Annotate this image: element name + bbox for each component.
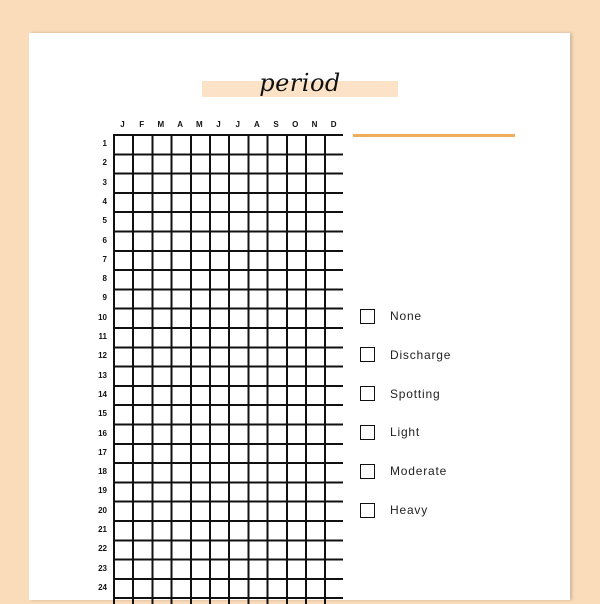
legend-label: Spotting — [390, 386, 441, 401]
day-label: 4 — [102, 196, 107, 206]
month-label: M — [195, 120, 203, 129]
legend-checkbox[interactable] — [360, 464, 375, 479]
legend-checkbox[interactable] — [360, 309, 375, 324]
month-label: D — [330, 120, 337, 129]
day-label: 8 — [102, 274, 107, 284]
day-label: 15 — [98, 409, 107, 419]
day-label: 10 — [98, 312, 107, 322]
legend-item-none[interactable] — [360, 307, 422, 325]
day-label: 23 — [98, 563, 107, 573]
day-label: 1 — [102, 139, 107, 148]
day-label: 5 — [102, 216, 107, 226]
page-title: period — [259, 69, 341, 97]
day-label: 19 — [98, 486, 107, 496]
month-label: A — [177, 120, 183, 129]
legend-item-moderate[interactable] — [360, 462, 447, 480]
legend-checkbox[interactable] — [360, 347, 375, 362]
day-label: 24 — [98, 582, 107, 592]
day-label: 7 — [102, 254, 107, 264]
month-label: N — [311, 120, 318, 129]
month-label: M — [157, 120, 165, 129]
day-label: 9 — [102, 293, 107, 303]
month-label: O — [292, 120, 299, 129]
notes-accent-line — [353, 134, 515, 137]
day-label: 21 — [98, 525, 107, 534]
day-label: 18 — [98, 467, 107, 477]
legend-label: None — [390, 309, 422, 323]
legend-item-light[interactable] — [360, 423, 420, 441]
day-label: 2 — [102, 158, 107, 168]
legend-item-discharge[interactable] — [360, 346, 451, 364]
legend-checkbox[interactable] — [360, 503, 375, 518]
month-label: A — [254, 120, 260, 129]
month-label: F — [139, 120, 145, 129]
legend-checkbox[interactable] — [360, 386, 375, 401]
legend-item-spotting[interactable] — [360, 385, 440, 403]
tracker-sheet — [29, 33, 570, 600]
legend-item-heavy[interactable] — [360, 501, 428, 519]
period-tracking-grid[interactable] — [113, 134, 343, 604]
month-label: J — [120, 120, 125, 129]
legend-checkbox[interactable] — [360, 425, 375, 440]
day-label: 16 — [98, 428, 107, 438]
day-label: 20 — [98, 505, 107, 515]
day-label: 14 — [98, 389, 107, 399]
legend-label: Heavy — [390, 503, 429, 517]
legend-label: Light — [390, 425, 421, 440]
day-label: 3 — [102, 177, 107, 187]
day-label: 17 — [98, 447, 107, 457]
day-label: 12 — [98, 351, 107, 361]
month-label: S — [273, 120, 279, 129]
day-label: 13 — [98, 370, 107, 380]
month-label: J — [216, 120, 221, 129]
month-label: J — [235, 120, 240, 129]
legend-label: Discharge — [390, 347, 452, 362]
day-label: 6 — [102, 235, 107, 245]
legend-label: Moderate — [390, 464, 448, 479]
day-label: 22 — [98, 544, 107, 554]
day-label: 11 — [98, 332, 107, 341]
